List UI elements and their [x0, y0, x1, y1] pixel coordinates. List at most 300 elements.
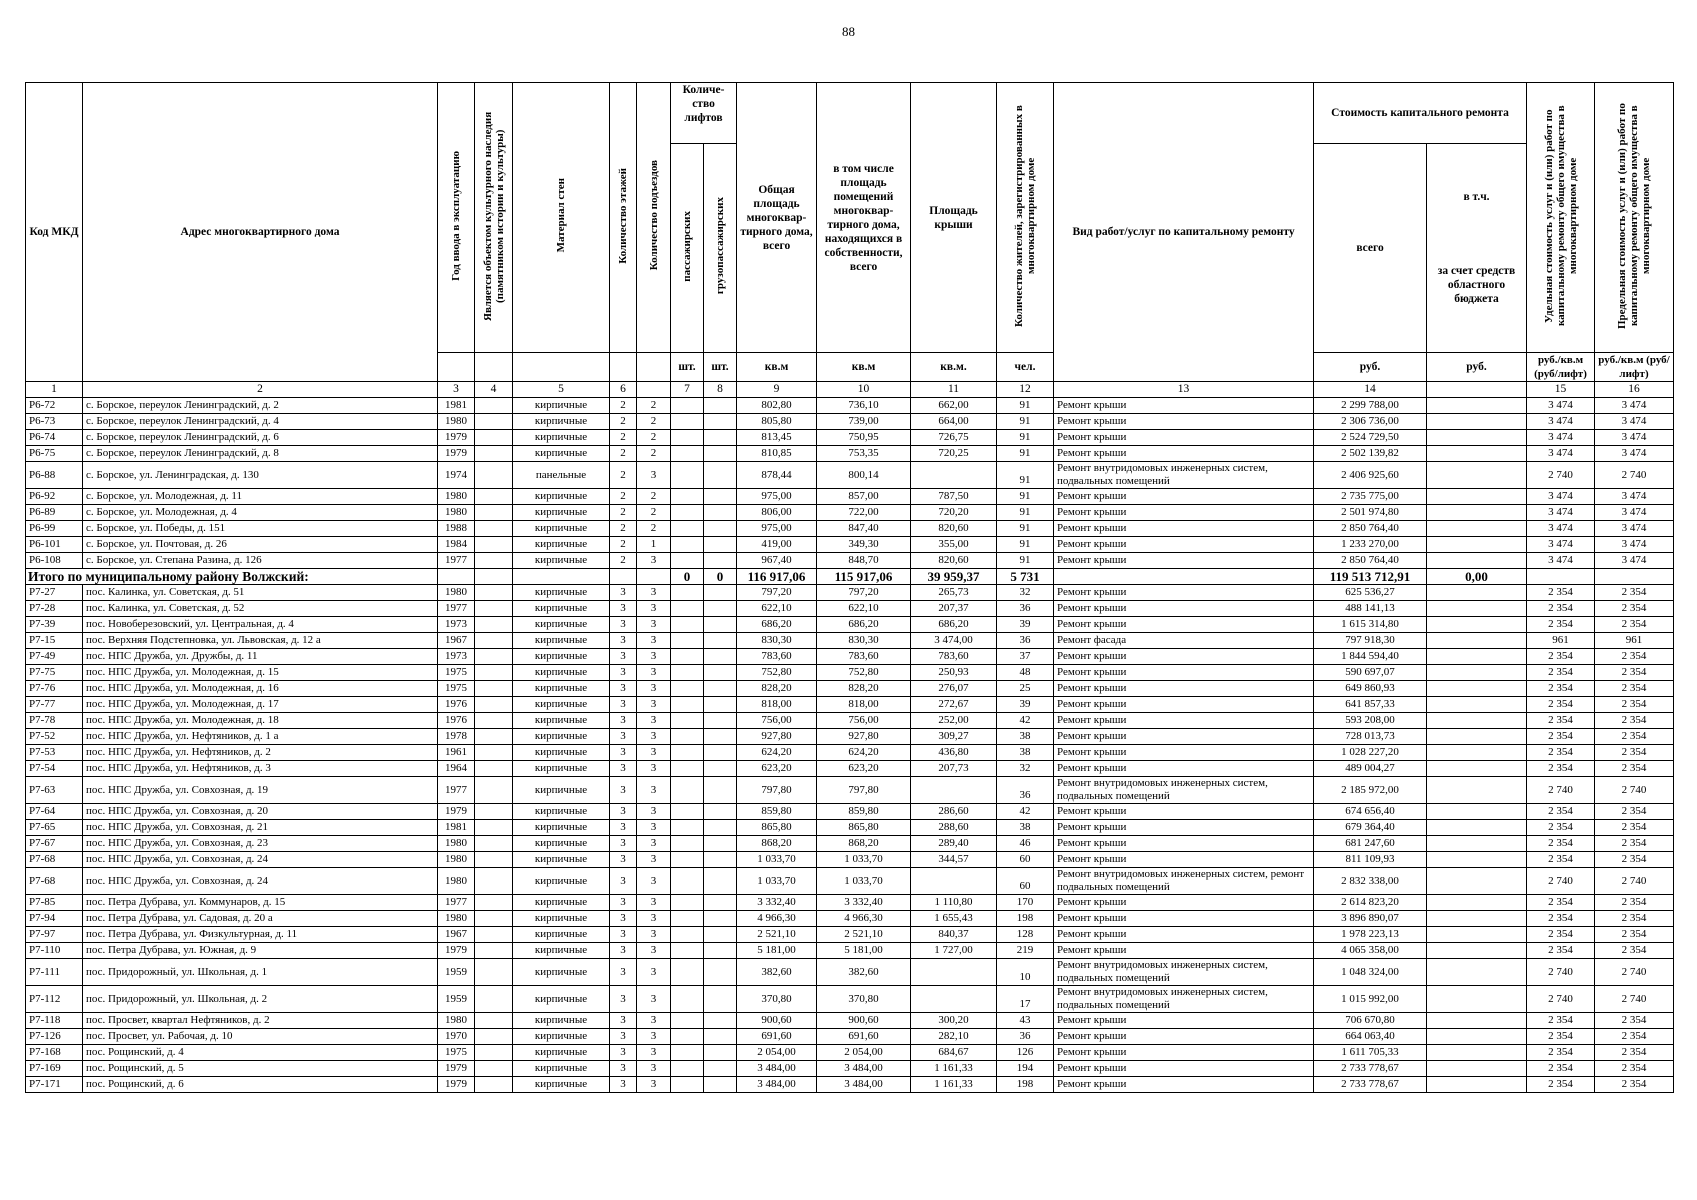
lifts-passenger-cell	[671, 943, 704, 959]
roof-area-cell	[911, 777, 997, 804]
max-cost-cell: 2 354	[1595, 804, 1674, 820]
cost-total-cell: 1 615 314,80	[1314, 617, 1427, 633]
owned-area-cell: 865,80	[817, 820, 911, 836]
floors-cell: 3	[610, 943, 637, 959]
mkd-code-cell: Р7-53	[26, 745, 83, 761]
roof-area-cell: 1 110,80	[911, 895, 997, 911]
heritage-cell	[475, 1077, 513, 1093]
floors-cell: 2	[610, 489, 637, 505]
table-row	[26, 1013, 1674, 1029]
total-row	[26, 569, 1674, 585]
year-cell: 1970	[438, 1029, 475, 1045]
total-area-cell: 624,20	[737, 745, 817, 761]
year-cell: 1961	[438, 745, 475, 761]
page-number: 88	[842, 24, 855, 39]
table-row	[26, 681, 1674, 697]
max-cost-cell: 3 474	[1595, 414, 1674, 430]
year-cell: 1977	[438, 895, 475, 911]
table-row	[26, 446, 1674, 462]
owned-area-cell: 1 033,70	[817, 852, 911, 868]
unit-cost-cell: 2 354	[1527, 697, 1595, 713]
owned-area-cell: 756,00	[817, 713, 911, 729]
cost-total-cell: 2 185 972,00	[1314, 777, 1427, 804]
address-cell: пос. Петра Дубрава, ул. Южная, д. 9	[83, 943, 438, 959]
floors-cell: 3	[610, 804, 637, 820]
address-cell: пос. Новоберезовский, ул. Центральная, д. 4	[83, 617, 438, 633]
lifts-cargo-cell	[704, 836, 737, 852]
roof-area-cell: 300,20	[911, 1013, 997, 1029]
address-cell: пос. НПС Дружба, ул. Молодежная, д. 17	[83, 697, 438, 713]
entrances-cell: 3	[637, 804, 671, 820]
max-cost-cell: 2 354	[1595, 761, 1674, 777]
heritage-cell	[475, 1061, 513, 1077]
lifts-cargo-cell	[704, 665, 737, 681]
owned-area-cell: 818,00	[817, 697, 911, 713]
table-row	[26, 959, 1674, 986]
unit-unit-cost: руб./кв.м (руб/лифт)	[1527, 353, 1595, 382]
floors-cell: 2	[610, 398, 637, 414]
header-cost: Стоимость капитального ремонта	[1314, 83, 1527, 144]
total-area-cell: 828,20	[737, 681, 817, 697]
header-lifts-cargo: грузопассажирских	[704, 144, 737, 353]
wall-material-cell: кирпичные	[513, 804, 610, 820]
work-type-cell: Ремонт крыши	[1054, 489, 1314, 505]
cost-regional-cell	[1427, 617, 1527, 633]
mkd-code-cell: Р7-171	[26, 1077, 83, 1093]
column-number: 4	[475, 382, 513, 398]
max-cost-cell: 2 740	[1595, 959, 1674, 986]
lifts-passenger-cell	[671, 681, 704, 697]
entrances-cell: 3	[637, 777, 671, 804]
lifts-passenger-cell	[671, 505, 704, 521]
total-area-cell: 797,80	[737, 777, 817, 804]
year-cell: 1980	[438, 852, 475, 868]
total-area-cell: 756,00	[737, 713, 817, 729]
column-number	[1427, 382, 1527, 398]
total-roof-area: 39 959,37	[911, 569, 997, 585]
owned-area-cell: 797,20	[817, 585, 911, 601]
address-cell: пос. НПС Дружба, ул. Молодежная, д. 18	[83, 713, 438, 729]
mkd-code-cell: Р7-64	[26, 804, 83, 820]
header-year: Год ввода в эксплуатацию	[438, 83, 475, 353]
mkd-code-cell: Р6-74	[26, 430, 83, 446]
work-type-cell: Ремонт крыши	[1054, 398, 1314, 414]
unit-cost-total: руб.	[1314, 353, 1427, 382]
entrances-cell: 3	[637, 1029, 671, 1045]
lifts-passenger-cell	[671, 601, 704, 617]
unit-cost-cell: 2 354	[1527, 649, 1595, 665]
work-type-cell: Ремонт крыши	[1054, 681, 1314, 697]
residents-cell: 38	[997, 745, 1054, 761]
lifts-cargo-cell	[704, 505, 737, 521]
unit-year	[438, 353, 475, 382]
floors-cell: 3	[610, 729, 637, 745]
mkd-code-cell: Р7-94	[26, 911, 83, 927]
year-cell: 1977	[438, 601, 475, 617]
header-address: Адрес многоквартирного дома	[83, 83, 438, 382]
roof-area-cell: 276,07	[911, 681, 997, 697]
total-area-cell: 3 332,40	[737, 895, 817, 911]
max-cost-cell: 2 354	[1595, 665, 1674, 681]
owned-area-cell: 3 332,40	[817, 895, 911, 911]
year-cell: 1975	[438, 681, 475, 697]
roof-area-cell: 787,50	[911, 489, 997, 505]
floors-cell: 3	[610, 777, 637, 804]
roof-area-cell: 282,10	[911, 1029, 997, 1045]
total-area-cell: 975,00	[737, 489, 817, 505]
unit-cost-cell: 2 354	[1527, 617, 1595, 633]
address-cell: с. Борское, переулок Ленинградский, д. 4	[83, 414, 438, 430]
year-cell: 1959	[438, 959, 475, 986]
roof-area-cell: 265,73	[911, 585, 997, 601]
floors-cell: 2	[610, 553, 637, 569]
address-cell: пос. НПС Дружба, ул. Совхозная, д. 20	[83, 804, 438, 820]
max-cost-cell: 2 354	[1595, 927, 1674, 943]
total-lifts-cargo: 0	[704, 569, 737, 585]
table-row	[26, 398, 1674, 414]
lifts-cargo-cell	[704, 868, 737, 895]
year-cell: 1980	[438, 585, 475, 601]
residents-cell: 36	[997, 601, 1054, 617]
total-area-cell: 810,85	[737, 446, 817, 462]
owned-area-cell: 859,80	[817, 804, 911, 820]
heritage-cell	[475, 943, 513, 959]
lifts-cargo-cell	[704, 697, 737, 713]
roof-area-cell: 309,27	[911, 729, 997, 745]
mkd-code-cell: Р7-97	[26, 927, 83, 943]
lifts-passenger-cell	[671, 414, 704, 430]
unit-floors	[610, 353, 637, 382]
residents-cell: 42	[997, 804, 1054, 820]
wall-material-cell: кирпичные	[513, 649, 610, 665]
wall-material-cell: кирпичные	[513, 537, 610, 553]
wall-material-cell: кирпичные	[513, 1061, 610, 1077]
cost-total-cell: 674 656,40	[1314, 804, 1427, 820]
residents-cell: 36	[997, 633, 1054, 649]
lifts-passenger-cell	[671, 852, 704, 868]
floors-cell: 3	[610, 601, 637, 617]
work-type-cell: Ремонт крыши	[1054, 1029, 1314, 1045]
entrances-cell: 3	[637, 601, 671, 617]
year-cell: 1979	[438, 446, 475, 462]
mkd-code-cell: Р7-112	[26, 986, 83, 1013]
floors-cell: 2	[610, 430, 637, 446]
heritage-cell	[475, 852, 513, 868]
owned-area-cell: 900,60	[817, 1013, 911, 1029]
owned-area-cell: 868,20	[817, 836, 911, 852]
work-type-cell: Ремонт крыши	[1054, 804, 1314, 820]
max-cost-cell: 2 354	[1595, 601, 1674, 617]
entrances-cell: 3	[637, 697, 671, 713]
unit-cost-cell: 2 740	[1527, 959, 1595, 986]
wall-material-cell: кирпичные	[513, 601, 610, 617]
floors-cell: 3	[610, 959, 637, 986]
work-type-cell: Ремонт внутридомовых инженерных систем, подвальных помещений	[1054, 462, 1314, 489]
wall-material-cell: кирпичные	[513, 713, 610, 729]
cost-total-cell: 2 733 778,67	[1314, 1061, 1427, 1077]
lifts-cargo-cell	[704, 804, 737, 820]
column-number: 7	[671, 382, 704, 398]
cost-total-cell: 625 536,27	[1314, 585, 1427, 601]
table-row	[26, 505, 1674, 521]
floors-cell: 3	[610, 986, 637, 1013]
header-floors: Количество этажей	[610, 83, 637, 353]
roof-area-cell: 436,80	[911, 745, 997, 761]
table-row	[26, 895, 1674, 911]
heritage-cell	[475, 446, 513, 462]
wall-material-cell: кирпичные	[513, 505, 610, 521]
address-cell: с. Борское, переулок Ленинградский, д. 2	[83, 398, 438, 414]
lifts-passenger-cell	[671, 665, 704, 681]
year-cell: 1967	[438, 927, 475, 943]
floors-cell: 3	[610, 836, 637, 852]
mkd-code-cell: Р7-76	[26, 681, 83, 697]
unit-cost-cell: 3 474	[1527, 398, 1595, 414]
unit-cost-cell: 2 354	[1527, 681, 1595, 697]
residents-cell: 91	[997, 430, 1054, 446]
total-cost: 119 513 712,91	[1314, 569, 1427, 585]
total-area-cell: 975,00	[737, 521, 817, 537]
max-cost-cell: 2 354	[1595, 585, 1674, 601]
unit-max-cost: руб./кв.м (руб/лифт)	[1595, 353, 1674, 382]
lifts-cargo-cell	[704, 398, 737, 414]
max-cost-cell: 2 354	[1595, 713, 1674, 729]
total-area-cell: 2 054,00	[737, 1045, 817, 1061]
wall-material-cell: кирпичные	[513, 868, 610, 895]
address-cell: пос. НПС Дружба, ул. Совхозная, д. 24	[83, 852, 438, 868]
address-cell: пос. Верхняя Подстепновка, ул. Львовская, д. 12 а	[83, 633, 438, 649]
address-cell: пос. НПС Дружба, ул. Нефтяников, д. 3	[83, 761, 438, 777]
lifts-cargo-cell	[704, 601, 737, 617]
total-area-cell: 3 484,00	[737, 1077, 817, 1093]
year-cell: 1977	[438, 553, 475, 569]
cost-total-cell: 2 850 764,40	[1314, 521, 1427, 537]
residents-cell: 39	[997, 617, 1054, 633]
residents-cell: 91	[997, 553, 1054, 569]
address-cell: пос. НПС Дружба, ул. Нефтяников, д. 2	[83, 745, 438, 761]
work-type-cell: Ремонт внутридомовых инженерных систем, подвальных помещений	[1054, 959, 1314, 986]
cost-total-cell: 2 501 974,80	[1314, 505, 1427, 521]
floors-cell: 3	[610, 820, 637, 836]
residents-cell: 17	[997, 986, 1054, 1013]
cost-total-cell: 681 247,60	[1314, 836, 1427, 852]
mkd-code-cell: Р6-101	[26, 537, 83, 553]
residents-cell: 36	[997, 777, 1054, 804]
header-heritage: Является объектом культурного наследия (памятником истории и культуры)	[475, 83, 513, 353]
header-roof-area: Площадь крыши	[911, 83, 997, 353]
lifts-passenger-cell	[671, 617, 704, 633]
roof-area-cell: 207,73	[911, 761, 997, 777]
cost-total-cell: 2 733 778,67	[1314, 1077, 1427, 1093]
max-cost-cell: 2 354	[1595, 820, 1674, 836]
mkd-code-cell: Р7-68	[26, 868, 83, 895]
heritage-cell	[475, 820, 513, 836]
lifts-cargo-cell	[704, 585, 737, 601]
wall-material-cell: кирпичные	[513, 927, 610, 943]
lifts-passenger-cell	[671, 521, 704, 537]
entrances-cell: 3	[637, 943, 671, 959]
total-area-cell: 370,80	[737, 986, 817, 1013]
work-type-cell: Ремонт крыши	[1054, 521, 1314, 537]
floors-cell: 3	[610, 617, 637, 633]
unit-cost-cell: 3 474	[1527, 537, 1595, 553]
cost-total-cell: 593 208,00	[1314, 713, 1427, 729]
mkd-code-cell: Р7-78	[26, 713, 83, 729]
work-type-cell: Ремонт крыши	[1054, 537, 1314, 553]
address-cell: пос. НПС Дружба, ул. Совхозная, д. 23	[83, 836, 438, 852]
cost-regional-cell	[1427, 777, 1527, 804]
wall-material-cell: кирпичные	[513, 585, 610, 601]
column-number: 13	[1054, 382, 1314, 398]
mkd-code-cell: Р7-169	[26, 1061, 83, 1077]
header-owned-area: в том числе площадь помещений многоквар-тирного дома, находящихся в собственности, всего	[817, 83, 911, 353]
column-number: 1	[26, 382, 83, 398]
roof-area-cell: 288,60	[911, 820, 997, 836]
heritage-cell	[475, 414, 513, 430]
work-type-cell: Ремонт крыши	[1054, 820, 1314, 836]
wall-material-cell: кирпичные	[513, 986, 610, 1013]
residents-cell: 91	[997, 537, 1054, 553]
residents-cell: 170	[997, 895, 1054, 911]
lifts-cargo-cell	[704, 1061, 737, 1077]
lifts-cargo-cell	[704, 713, 737, 729]
header-residents: Количество жителей, зарегистрированных в многоквартирном доме	[997, 83, 1054, 353]
total-area-cell: 783,60	[737, 649, 817, 665]
address-cell: с. Борское, переулок Ленинградский, д. 6	[83, 430, 438, 446]
column-number: 9	[737, 382, 817, 398]
floors-cell: 3	[610, 1061, 637, 1077]
year-cell: 1988	[438, 521, 475, 537]
wall-material-cell: кирпичные	[513, 489, 610, 505]
roof-area-cell: 684,67	[911, 1045, 997, 1061]
cost-total-cell: 2 735 775,00	[1314, 489, 1427, 505]
work-type-cell: Ремонт внутридомовых инженерных систем, подвальных помещений	[1054, 986, 1314, 1013]
mkd-code-cell: Р7-85	[26, 895, 83, 911]
max-cost-cell: 2 354	[1595, 1029, 1674, 1045]
cost-regional-cell	[1427, 681, 1527, 697]
heritage-cell	[475, 895, 513, 911]
entrances-cell: 3	[637, 729, 671, 745]
column-numbers-row	[26, 382, 1674, 398]
cost-regional-cell	[1427, 489, 1527, 505]
total-owned-area: 115 917,06	[817, 569, 911, 585]
floors-cell: 3	[610, 895, 637, 911]
residents-cell: 38	[997, 729, 1054, 745]
mkd-code-cell: Р7-54	[26, 761, 83, 777]
table-row	[26, 633, 1674, 649]
roof-area-cell: 783,60	[911, 649, 997, 665]
table-row	[26, 649, 1674, 665]
floors-cell: 2	[610, 505, 637, 521]
total-regional: 0,00	[1427, 569, 1527, 585]
owned-area-cell: 927,80	[817, 729, 911, 745]
lifts-passenger-cell	[671, 777, 704, 804]
table-row	[26, 804, 1674, 820]
total-area-cell: 691,60	[737, 1029, 817, 1045]
unit-cost-cell: 2 354	[1527, 943, 1595, 959]
roof-area-cell: 720,25	[911, 446, 997, 462]
work-type-cell: Ремонт крыши	[1054, 745, 1314, 761]
mkd-code-cell: Р6-89	[26, 505, 83, 521]
owned-area-cell: 750,95	[817, 430, 911, 446]
table-row	[26, 852, 1674, 868]
unit-cost-cell: 2 354	[1527, 911, 1595, 927]
lifts-passenger-cell	[671, 959, 704, 986]
floors-cell: 3	[610, 745, 637, 761]
residents-cell: 42	[997, 713, 1054, 729]
unit-cost-cell: 2 354	[1527, 1013, 1595, 1029]
table-row	[26, 927, 1674, 943]
residents-cell: 39	[997, 697, 1054, 713]
lifts-passenger-cell	[671, 820, 704, 836]
heritage-cell	[475, 537, 513, 553]
cost-regional-cell	[1427, 911, 1527, 927]
unit-roof-area: кв.м.	[911, 353, 997, 382]
owned-area-cell: 800,14	[817, 462, 911, 489]
year-cell: 1980	[438, 911, 475, 927]
owned-area-cell: 783,60	[817, 649, 911, 665]
max-cost-cell: 3 474	[1595, 537, 1674, 553]
wall-material-cell: кирпичные	[513, 1029, 610, 1045]
rows-next-district	[26, 585, 1674, 1093]
lifts-cargo-cell	[704, 414, 737, 430]
address-cell: пос. Петра Дубрава, ул. Коммунаров, д. 15	[83, 895, 438, 911]
wall-material-cell: кирпичные	[513, 398, 610, 414]
cost-total-cell: 590 697,07	[1314, 665, 1427, 681]
owned-area-cell: 623,20	[817, 761, 911, 777]
mkd-code-cell: Р7-28	[26, 601, 83, 617]
address-cell: пос. Просвет, ул. Рабочая, д. 10	[83, 1029, 438, 1045]
header-entrances: Количество подъездов	[637, 83, 671, 353]
max-cost-cell: 2 354	[1595, 697, 1674, 713]
mkd-code-cell: Р7-67	[26, 836, 83, 852]
unit-cost-cell: 2 354	[1527, 1061, 1595, 1077]
unit-cost-cell: 3 474	[1527, 489, 1595, 505]
total-cell	[1527, 569, 1595, 585]
lifts-cargo-cell	[704, 553, 737, 569]
year-cell: 1979	[438, 804, 475, 820]
roof-area-cell: 840,37	[911, 927, 997, 943]
lifts-cargo-cell	[704, 911, 737, 927]
cost-regional-cell	[1427, 665, 1527, 681]
max-cost-cell: 2 354	[1595, 617, 1674, 633]
lifts-cargo-cell	[704, 729, 737, 745]
table-row	[26, 943, 1674, 959]
lifts-passenger-cell	[671, 836, 704, 852]
entrances-cell: 3	[637, 820, 671, 836]
heritage-cell	[475, 713, 513, 729]
roof-area-cell: 820,60	[911, 521, 997, 537]
year-cell: 1964	[438, 761, 475, 777]
total-area-cell: 859,80	[737, 804, 817, 820]
max-cost-cell: 2 354	[1595, 1013, 1674, 1029]
roof-area-cell: 344,57	[911, 852, 997, 868]
roof-area-cell: 664,00	[911, 414, 997, 430]
unit-cost-cell: 3 474	[1527, 553, 1595, 569]
cost-total-cell: 2 306 736,00	[1314, 414, 1427, 430]
total-cell	[1595, 569, 1674, 585]
table-row	[26, 761, 1674, 777]
cost-regional-cell	[1427, 697, 1527, 713]
cost-regional-cell	[1427, 986, 1527, 1013]
entrances-cell: 3	[637, 1061, 671, 1077]
total-area-cell: 1 033,70	[737, 852, 817, 868]
lifts-cargo-cell	[704, 649, 737, 665]
lifts-cargo-cell	[704, 761, 737, 777]
unit-cost-cell: 3 474	[1527, 505, 1595, 521]
cost-total-cell: 2 502 139,82	[1314, 446, 1427, 462]
address-cell: пос. НПС Дружба, ул. Нефтяников, д. 1 а	[83, 729, 438, 745]
